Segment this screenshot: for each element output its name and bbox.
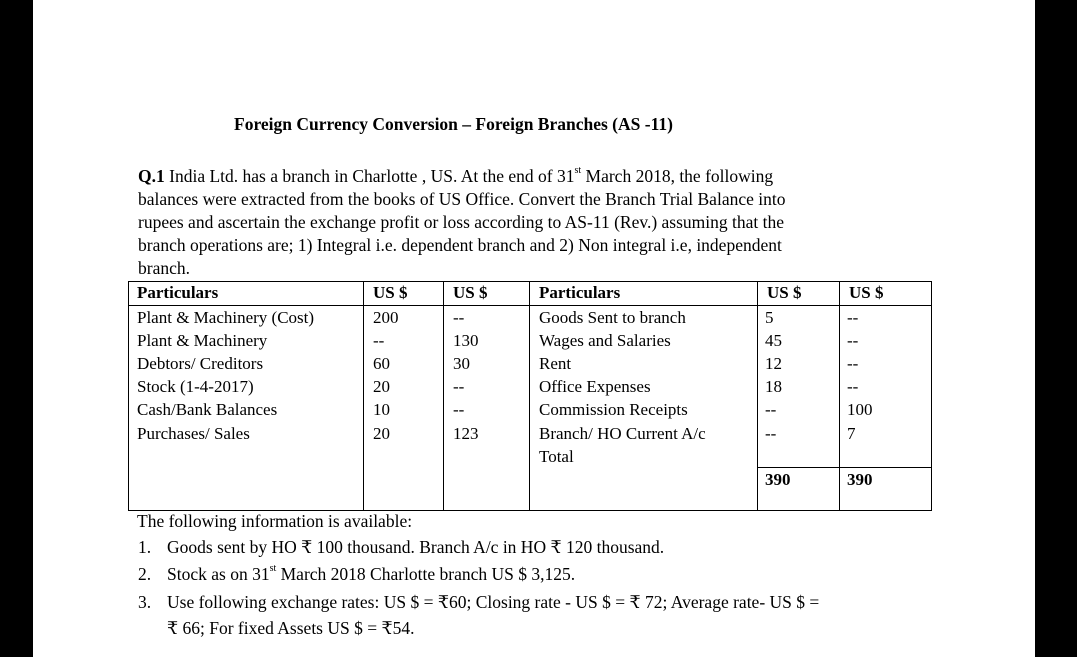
column-divider [839,282,840,510]
table-cell: Office Expenses [539,377,651,396]
table-cell: -- [453,308,465,327]
table-cell: 45 [765,331,782,350]
table-cell: Plant & Machinery (Cost) [137,308,315,327]
table-cell: -- [847,308,859,327]
trial-balance-table [128,281,932,511]
list-number: 3. [138,592,152,612]
list-number: 2. [138,564,152,584]
table-cell: Plant & Machinery [137,331,268,350]
total-cr: 390 [847,470,873,489]
total-label: Total [539,447,574,466]
table-cell: -- [765,400,777,419]
superscript: st [574,165,582,177]
table-cell: 5 [765,308,774,327]
table-cell: Rent [539,354,572,373]
question-line-2: balances were extracted from the books of US Office. Convert the Branch Trial Balance into [138,189,786,209]
list-text: ₹ 66; For fixed Assets US $ = ₹54. [167,618,415,638]
header-particulars-right: Particulars [539,283,621,302]
column-divider [529,282,530,510]
column-divider [443,282,444,510]
question-paragraph [138,165,923,280]
table-cell: 20 [373,424,390,443]
superscript: st [269,563,277,575]
table-cell: -- [453,400,465,419]
table-cell: 60 [373,354,390,373]
table-cell: Branch/ HO Current A/c [539,424,706,443]
question-text: India Ltd. has a branch in Charlotte , US. At the end of 31 [169,166,575,186]
question-label: Q.1 [138,166,165,186]
table-cell: Commission Receipts [539,400,688,419]
table-cell: -- [373,331,385,350]
header-usd-cr-right: US $ [849,283,884,302]
header-usd-dr-left: US $ [373,283,408,302]
question-line-1 [138,165,923,188]
table-cell: Stock (1-4-2017) [137,377,254,396]
table-cell: 20 [373,377,390,396]
question-line-5: branch. [138,258,190,278]
table-cell: -- [765,424,777,443]
question-line-4: branch operations are; 1) Integral i.e. dependent branch and 2) Non integral i.e, independent [138,235,782,255]
table-cell: Purchases/ Sales [137,424,250,443]
table-cell: 130 [453,331,479,350]
total-dr: 390 [765,470,791,489]
info-intro: The following information is available: [137,511,413,531]
table-cell: Debtors/ Creditors [137,354,264,373]
list-number: 1. [138,537,152,557]
list-text-part: Stock as on 31 [167,564,270,584]
list-text-part: March 2018 Charlotte branch US $ 3,125. [276,564,576,584]
table-cell: Wages and Salaries [539,331,671,350]
header-divider [129,305,931,306]
table-cell: -- [847,354,859,373]
table-cell: -- [453,377,465,396]
table-cell: 10 [373,400,390,419]
list-text [167,564,575,585]
total-divider [757,467,931,468]
table-cell: 30 [453,354,470,373]
table-cell: 7 [847,424,856,443]
table-cell: Goods Sent to branch [539,308,686,327]
table-cell: 100 [847,400,873,419]
header-particulars-left: Particulars [137,283,219,302]
table-cell: -- [847,331,859,350]
table-cell: 123 [453,424,479,443]
header-usd-dr-right: US $ [767,283,802,302]
table-cell: 200 [373,308,399,327]
table-cell: Cash/Bank Balances [137,400,278,419]
list-text: Use following exchange rates: US $ = ₹60; Closing rate - US $ = ₹ 72; Average rate- US $ = [167,592,820,612]
question-text: March 2018, the following [581,166,774,186]
table-cell: -- [847,377,859,396]
question-line-3: rupees and ascertain the exchange profit or loss according to AS-11 (Rev.) assuming that the [138,212,785,232]
document-page [33,0,1035,657]
list-text: Goods sent by HO ₹ 100 thousand. Branch A/c in HO ₹ 120 thousand. [167,537,665,557]
column-divider [363,282,364,510]
table-cell: 12 [765,354,782,373]
page-title: Foreign Currency Conversion – Foreign Branches (AS -11) [234,114,673,134]
header-usd-cr-left: US $ [453,283,488,302]
table-cell: 18 [765,377,782,396]
column-divider [757,282,758,510]
